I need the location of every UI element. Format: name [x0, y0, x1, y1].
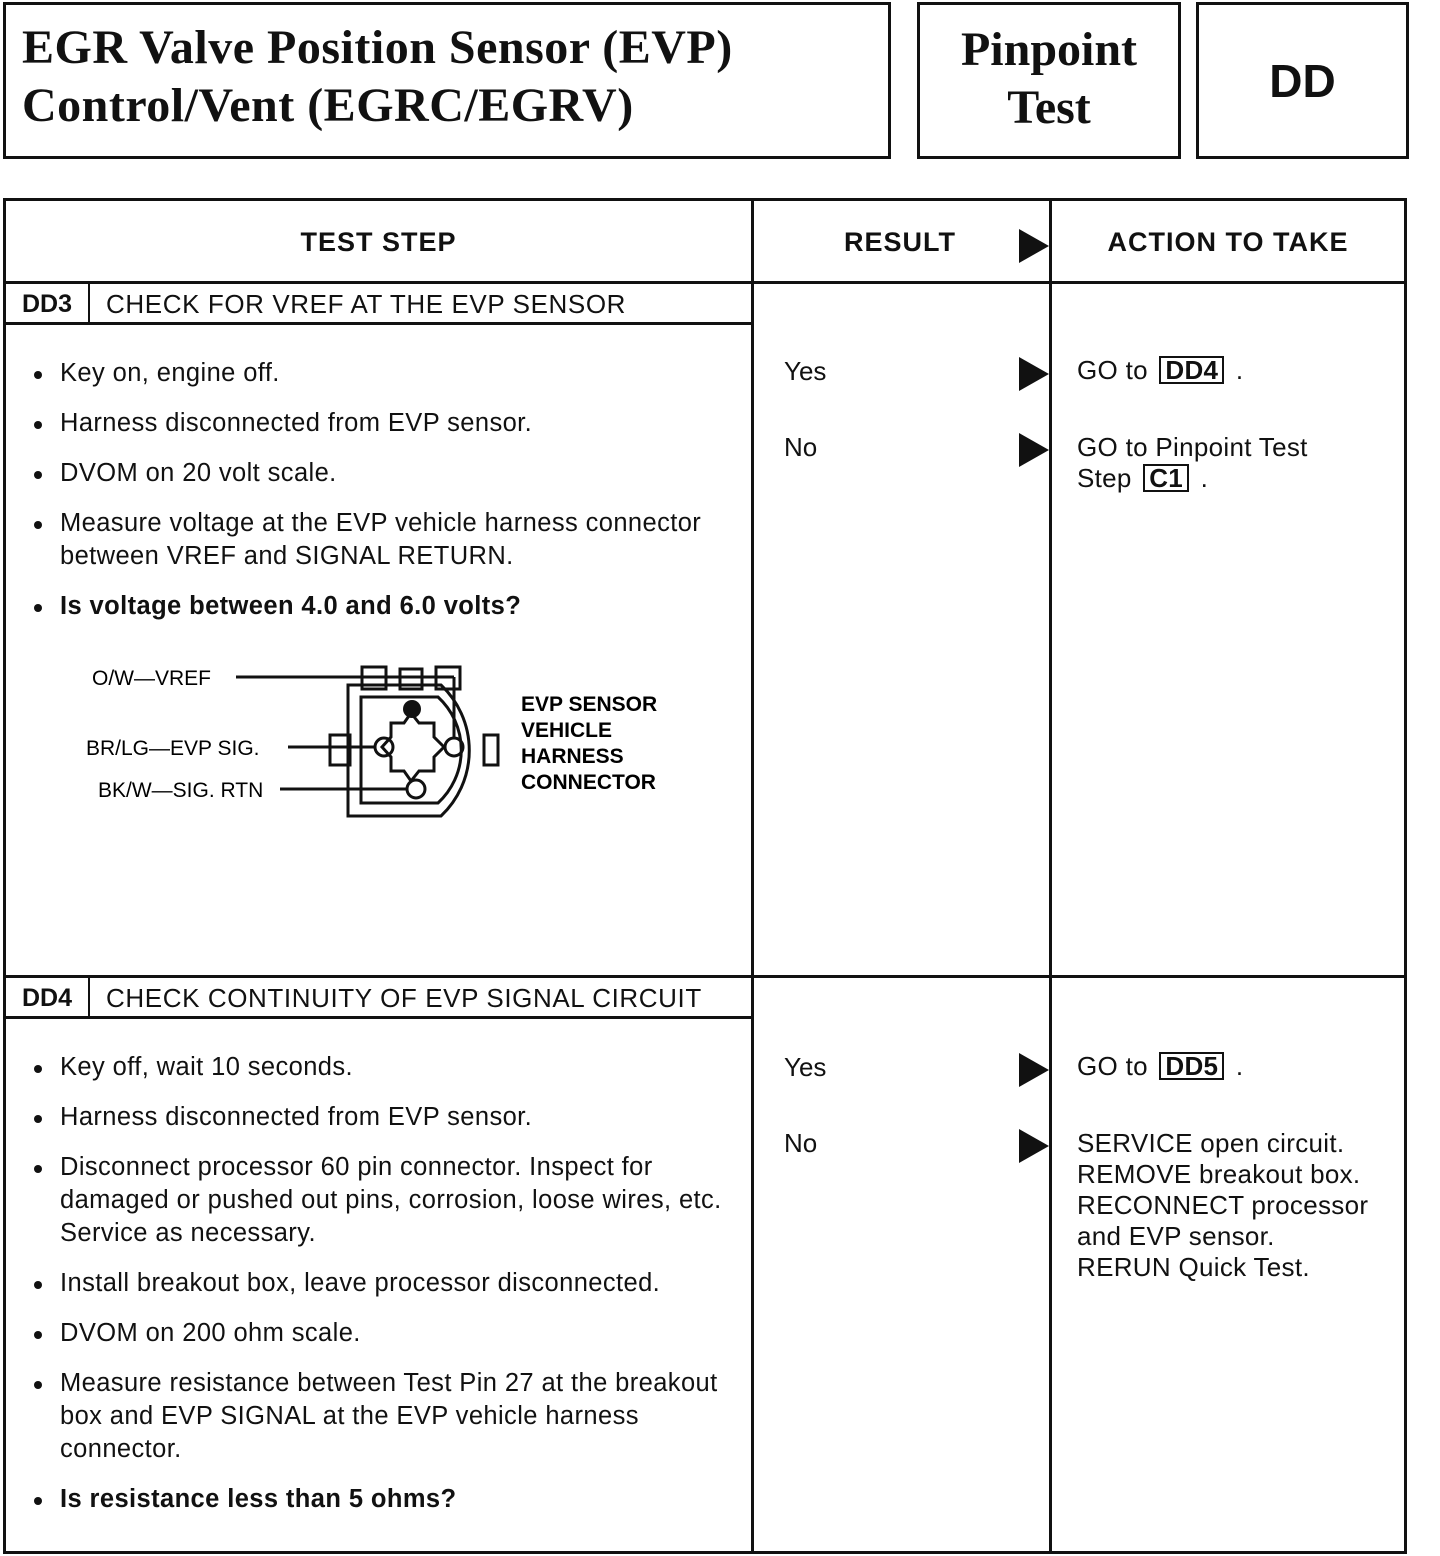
arrow-icon	[1019, 1053, 1049, 1087]
test-table	[3, 198, 1407, 1554]
header-action: ACTION TO TAKE	[1107, 226, 1349, 257]
step-title-dd3: CHECK FOR VREF AT THE EVP SENSOR	[106, 289, 627, 319]
list-item: Harness disconnected from EVP sensor.	[30, 407, 740, 440]
action-line: and EVP sensor.	[1077, 1221, 1275, 1251]
action-text: GO to	[1077, 1051, 1148, 1081]
step-ref-dd5: DD5	[1159, 1052, 1224, 1080]
action-line: SERVICE open circuit.	[1077, 1128, 1345, 1158]
action-line: REMOVE breakout box.	[1077, 1159, 1361, 1189]
connector-key	[382, 713, 444, 781]
column-divider-1	[751, 201, 754, 1551]
caption-line-3: HARNESS	[521, 745, 624, 768]
caption-line-1: EVP SENSOR	[521, 693, 658, 716]
title-box	[3, 2, 891, 159]
label-evp-sig: BR/LG—EVP SIG.	[86, 737, 260, 760]
caption-line-2: VEHICLE	[521, 719, 613, 742]
bullet-list-dd3	[30, 357, 740, 640]
step-title-dd4: CHECK CONTINUITY OF EVP SIGNAL CIRCUIT	[106, 983, 702, 1013]
list-item: DVOM on 200 ohm scale.	[30, 1317, 740, 1350]
list-item: Measure voltage at the EVP vehicle harness connector between VREF and SIGNAL RETURN.	[30, 507, 740, 573]
action-line: RERUN Quick Test.	[1077, 1252, 1310, 1282]
evp-connector-diagram	[66, 651, 706, 836]
pinpoint-line-1: Pinpoint	[960, 23, 1138, 76]
step-title-underline-dd3	[6, 322, 751, 325]
pinpoint-test-box	[917, 2, 1181, 159]
title-line-2: Control/Vent (EGRC/EGRV)	[22, 79, 634, 132]
step-ref-dd4: DD4	[1159, 356, 1224, 384]
list-item: Measure resistance between Test Pin 27 at the breakout box and EVP SIGNAL at the EVP vehicle harness connector.	[30, 1367, 740, 1466]
connector-latch	[484, 735, 498, 765]
connector-dot	[403, 700, 421, 718]
list-item: Key on, engine off.	[30, 357, 740, 390]
result-no-dd3: No	[784, 432, 818, 462]
list-item: Install breakout box, leave processor disconnected.	[30, 1267, 740, 1300]
action-punct: .	[1235, 1051, 1244, 1081]
action-text: GO to	[1077, 355, 1148, 385]
action-no-dd3	[1077, 432, 1407, 494]
action-punct: .	[1200, 463, 1209, 493]
arrow-icon	[1019, 1129, 1049, 1163]
label-sig-rtn: BK/W—SIG. RTN	[98, 779, 264, 802]
caption-line-4: CONNECTOR	[521, 771, 656, 794]
header-result: RESULT	[844, 226, 956, 257]
action-punct: .	[1235, 355, 1244, 385]
test-code: DD	[1269, 54, 1336, 107]
title-line-1: EGR Valve Position Sensor (EVP)	[22, 21, 733, 74]
action-line: RECONNECT processor	[1077, 1190, 1369, 1220]
question-dd4: Is resistance less than 5 ohms?	[30, 1483, 740, 1516]
list-item: DVOM on 20 volt scale.	[30, 457, 740, 490]
arrow-icon	[1019, 357, 1049, 391]
step-title-underline-dd4	[6, 1016, 751, 1019]
result-yes-dd4: Yes	[784, 1052, 827, 1082]
step-id-dd4: DD4	[6, 978, 90, 1018]
action-yes-dd4	[1077, 1051, 1407, 1082]
action-no-dd4	[1077, 1128, 1407, 1283]
result-yes-dd3: Yes	[784, 356, 827, 386]
list-item: Disconnect processor 60 pin connector. Inspect for damaged or pushed out pins, corrosion, loose wires, etc. Service as necessary.	[30, 1151, 740, 1250]
column-divider-2	[1049, 201, 1052, 1551]
question-dd3: Is voltage between 4.0 and 6.0 volts?	[30, 590, 740, 623]
action-yes-dd3	[1077, 355, 1407, 386]
bullet-list-dd4	[30, 1051, 740, 1533]
header-test-step: TEST STEP	[300, 226, 457, 257]
result-no-dd4: No	[784, 1128, 818, 1158]
list-item: Key off, wait 10 seconds.	[30, 1051, 740, 1084]
arrow-icon	[1019, 433, 1049, 467]
test-code-box	[1196, 2, 1409, 159]
step-ref-c1: C1	[1143, 464, 1189, 492]
pinpoint-line-2: Test	[1007, 81, 1091, 134]
action-text: GO to Pinpoint Test	[1077, 432, 1308, 462]
header-arrow-icon	[1019, 229, 1049, 263]
step-id-dd3: DD3	[6, 284, 90, 324]
list-item: Harness disconnected from EVP sensor.	[30, 1101, 740, 1134]
pin-sig-rtn	[407, 780, 425, 798]
label-vref: O/W—VREF	[92, 667, 211, 690]
action-text: Step	[1077, 463, 1132, 493]
